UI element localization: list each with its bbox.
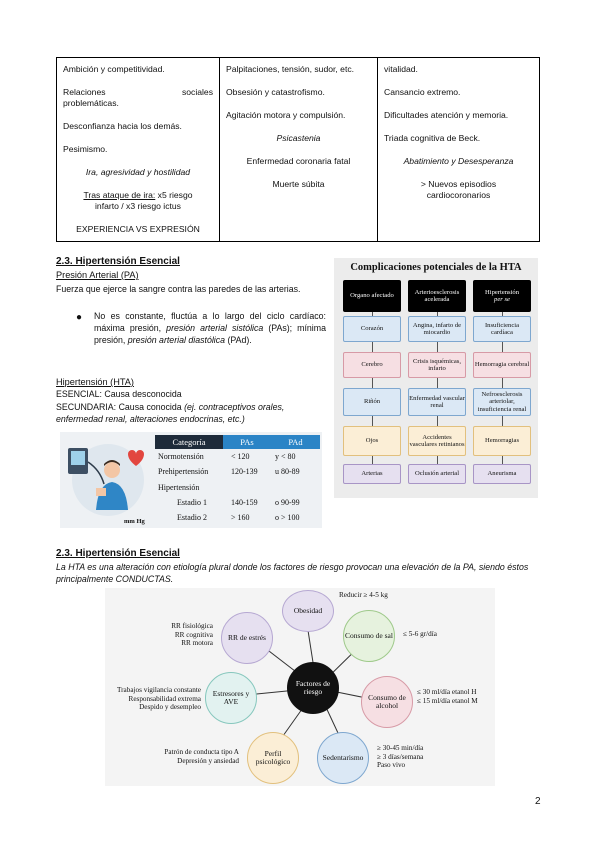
node-alcohol: Consumo de alcohol — [361, 676, 413, 728]
risk-factor-diagram — [105, 588, 495, 786]
table-cell: y < 80 — [275, 452, 296, 462]
subheading-hta: Hipertensión (HTA) — [56, 377, 134, 387]
complication-hta-3: Hemorragias — [473, 426, 531, 456]
symptoms-table — [56, 57, 540, 242]
table-text: x5 riesgo — [155, 190, 193, 200]
table-cell: Dificultades atención y memoria. — [384, 110, 509, 120]
label-line: ≤ 15 ml/día etanol M — [417, 696, 478, 705]
label-obesidad: Reducir ≥ 4-5 kg — [339, 591, 388, 599]
table-cell: Estadio 2 — [177, 513, 207, 523]
label-line: RR cognitiva — [174, 630, 213, 639]
table-row — [155, 449, 320, 464]
complication-hta-2: Nefroesclerosis arteriolar, insuficiencia renal — [473, 388, 531, 416]
table-row — [155, 495, 320, 510]
label-line: Paso vivo — [377, 761, 406, 770]
label-line: ≥ 3 días/semana — [377, 752, 424, 761]
label-line: ≥ 30-45 min/día — [377, 744, 424, 752]
table-cell: u 80-89 — [275, 467, 300, 477]
header-organo: Organo afectado — [343, 280, 401, 312]
table-cell: Relaciones sociales — [63, 87, 213, 97]
section-heading-2: 2.3. Hipertensión Esencial — [56, 548, 180, 559]
underlined-text: Tras ataque de ira: — [83, 190, 156, 200]
label-sedentarismo — [377, 744, 423, 770]
label-line: Despido y desempleo — [139, 703, 201, 712]
pa-definition: Fuerza que ejerce la sangre contra las paredes de las arterias. — [56, 284, 301, 294]
table-cell: o 90-99 — [275, 498, 300, 508]
label-estresores — [117, 686, 201, 712]
table-cell: Ira, agresividad y hostilidad — [85, 167, 191, 177]
column-header: Categoría — [155, 435, 223, 449]
unit-label: mm Hg — [124, 518, 145, 525]
table-cell: > 160 — [231, 513, 250, 523]
label-line: Responsabilidad extrema — [128, 694, 201, 703]
complication-organs-1: Cerebro — [343, 352, 401, 378]
header-hta — [473, 280, 531, 312]
node-sedentarismo: Sedentarismo — [317, 732, 369, 784]
table-text: cardiocoronarios — [426, 190, 491, 200]
table-column-2 — [220, 58, 378, 241]
complication-athero-0: Angina, infarto de miocardio — [408, 316, 466, 342]
table-cell: Triada cognitiva de Beck. — [384, 133, 481, 143]
table-cell: o > 100 — [275, 513, 300, 523]
table-cell — [384, 179, 533, 201]
bp-category-table — [155, 435, 320, 525]
complication-organs-0: Corazón — [343, 316, 401, 342]
complication-organs-3: Ojos — [343, 426, 401, 456]
table-cell: Desconfianza hacia los demás. — [63, 121, 182, 131]
table-cell: problemáticas. — [63, 98, 119, 108]
label-line: Trabajos vigilancia constante — [117, 686, 201, 694]
patient-monitor-illustration — [60, 432, 150, 528]
complication-organs-2: Riñón — [343, 388, 401, 416]
table-row — [155, 464, 320, 479]
text-run: (PAd). — [225, 334, 252, 345]
complication-hta-0: Insuficiencia cardíaca — [473, 316, 531, 342]
header-arterio: Arterioesclerosis acelerada — [408, 280, 466, 312]
node-perfil: Perfil psicológico — [247, 732, 299, 784]
node-center: Factores de riesgo — [287, 662, 339, 714]
table-cell: Cansancio extremo. — [384, 87, 461, 97]
complication-athero-2: Enfermedad vascular renal — [408, 388, 466, 416]
label-line: Depresión y ansiedad — [177, 756, 239, 765]
label-line: RR motora — [181, 639, 213, 648]
label-line: Patrón de conducta tipo A — [164, 748, 239, 756]
page-number: 2 — [535, 796, 541, 807]
text-run: (ej. contraceptivos orales, enfermedad renal, alteraciones endocrinas, etc.) — [56, 402, 285, 424]
person-head-icon — [104, 462, 120, 478]
table-cell: Abatimiento y Desesperanza — [403, 156, 514, 166]
column-header: PAd — [271, 435, 320, 449]
text-run: (PAs); mínima presión, — [94, 322, 326, 345]
header-hta-text: Hipertensión per se — [484, 288, 520, 303]
table-cell: Hipertensión — [158, 482, 200, 492]
table-cell: EXPERIENCIA VS EXPRESIÓN — [76, 224, 200, 234]
table-text: > Nuevos episodios — [420, 179, 497, 189]
table-cell: vitalidad. — [384, 64, 418, 74]
complications-diagram — [334, 258, 538, 498]
table-cell: 140-159 — [231, 498, 258, 508]
table-cell: Normotensión — [158, 452, 204, 462]
esencial-text: ESENCIAL: Causa desconocida — [56, 389, 182, 399]
bp-table-header — [155, 435, 320, 449]
node-obesidad: Obesidad — [282, 590, 334, 632]
table-row — [155, 510, 320, 525]
node-estresores: Estresores y AVE — [205, 672, 257, 724]
table-column-1 — [57, 58, 220, 241]
complication-athero-3: Accidentes vasculares retinianos — [408, 426, 466, 456]
table-cell: Enfermedad coronaria fatal — [246, 156, 351, 166]
bullet-dot: ● — [76, 312, 83, 323]
section-heading: 2.3. Hipertensión Esencial — [56, 256, 180, 267]
table-cell: Obsesión y catastrofismo. — [226, 87, 325, 97]
table-cell: Estadio 1 — [177, 498, 207, 508]
text-run: presión arterial sistólica — [166, 322, 264, 333]
node-sal: Consumo de sal — [343, 610, 395, 662]
subheading-pa: Presión Arterial (PA) — [56, 270, 139, 280]
diagram-title: Complicaciones potenciales de la HTA — [350, 262, 522, 273]
label-perfil — [164, 748, 239, 765]
table-cell: Muerte súbita — [272, 179, 325, 189]
table-cell: < 120 — [231, 452, 250, 462]
table-cell — [63, 190, 213, 212]
text-run: presión arterial diastólica — [127, 334, 226, 345]
table-cell: 120-139 — [231, 467, 258, 477]
table-cell: Ambición y competitividad. — [63, 64, 165, 74]
column-header: PAs — [223, 435, 271, 449]
label-line: ≤ 30 ml/día etanol H — [417, 688, 477, 696]
table-cell: Agitación motora y compulsión. — [226, 110, 346, 120]
table-cell: Pesimismo. — [63, 144, 108, 154]
table-cell: Palpitaciones, tensión, sudor, etc. — [226, 64, 355, 74]
table-cell: Prehipertensión — [158, 467, 209, 477]
text-run: SECUNDARIA: Causa conocida — [56, 402, 185, 412]
table-row — [155, 480, 320, 495]
complication-organs-4: Arterias — [343, 464, 401, 484]
label-sal: ≤ 5-6 gr/día — [403, 630, 437, 638]
pa-bullet-text — [94, 311, 326, 346]
complication-athero-4: Oclusión arterial — [408, 464, 466, 484]
table-column-3 — [378, 58, 539, 241]
node-rr: RR de estrés — [221, 612, 273, 664]
complication-hta-1: Hemorragia cerebral — [473, 352, 531, 378]
text-run: No es constante, fluctúa a lo largo del ciclo cardíaco: máxima presión, — [94, 311, 326, 333]
label-rr — [171, 622, 213, 648]
secundaria-text — [56, 402, 328, 426]
table-text: infarto / x3 riesgo ictus — [95, 201, 181, 211]
table-cell: Psicastenia — [276, 133, 321, 143]
complication-hta-4: Aneurisma — [473, 464, 531, 484]
section-intro: La HTA es una alteración con etiología plural donde los factores de riesgo provocan una elevación de la PA, siendo éstos principalmente CONDUCTAS. — [56, 562, 529, 584]
label-line: RR fisiológica — [171, 622, 213, 630]
label-alcohol — [417, 688, 478, 705]
complication-athero-1: Crisis isquémicas, infarto — [408, 352, 466, 378]
